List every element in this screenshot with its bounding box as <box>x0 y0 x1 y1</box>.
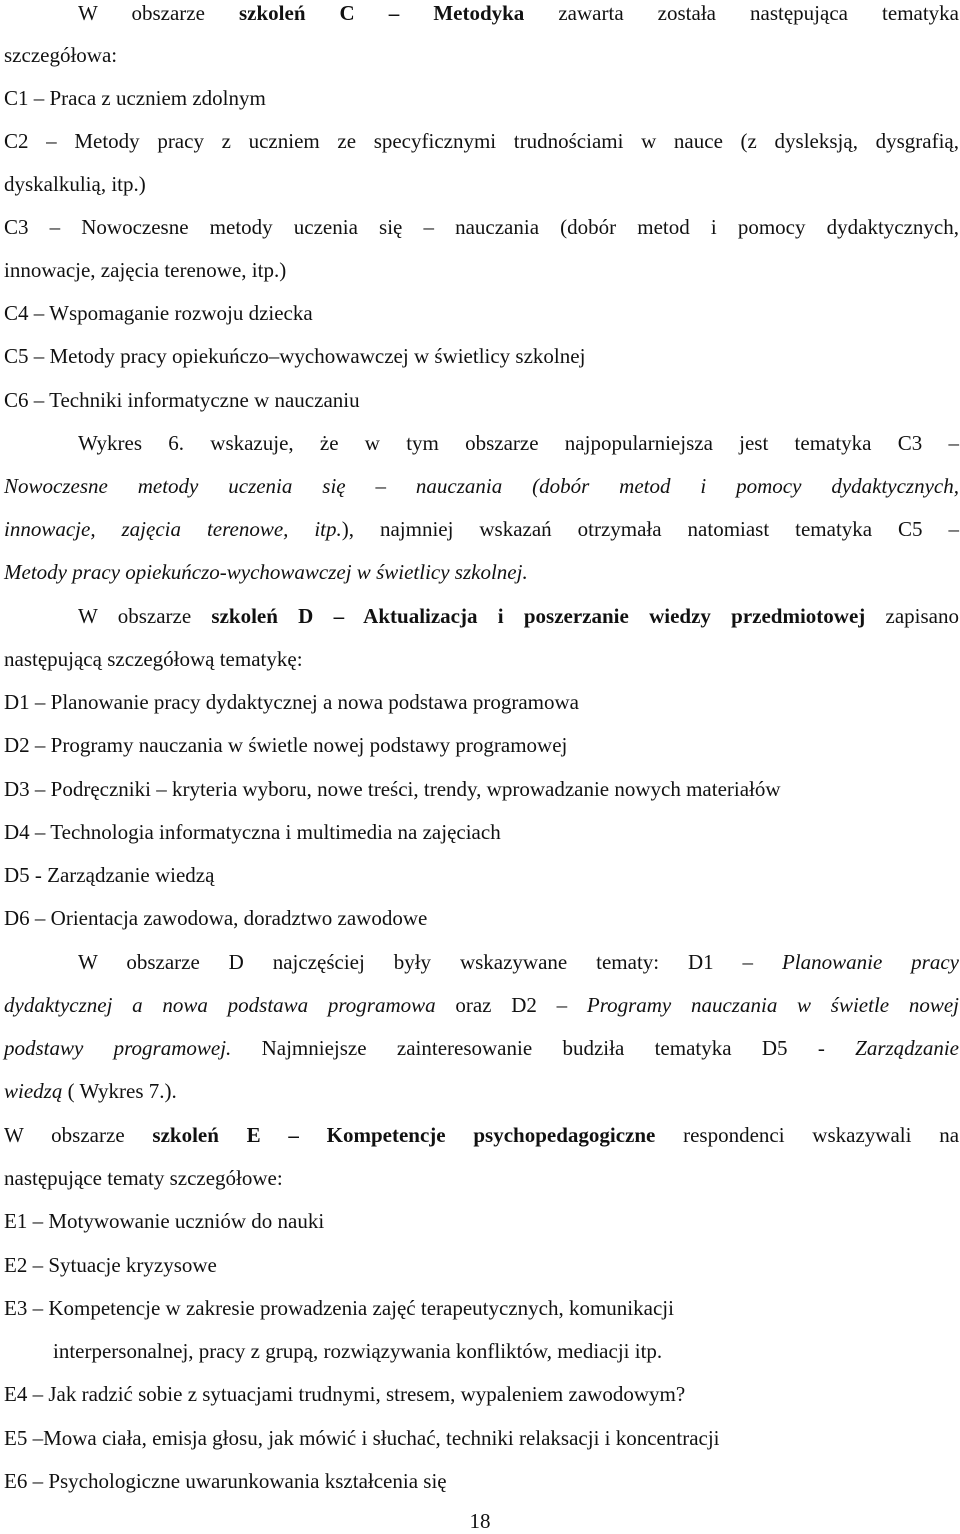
list-item-e2: E2 – Sytuacje kryzysowe <box>4 1253 217 1277</box>
text: W obszarze D najczęściej były wskazywane tematy: D1 – <box>78 950 782 974</box>
list-item-c2-line2: dyskalkulią, itp.) <box>4 172 146 196</box>
section-d-heading: szkoleń D – Aktualizacja i poszerzanie wiedzy przedmiotowej <box>211 604 866 628</box>
list-item-d1: D1 – Planowanie pracy dydaktycznej a nowa podstawa programowa <box>4 690 579 714</box>
list-item-e3-line1: E3 – Kompetencje w zakresie prowadzenia zajęć terapeutycznych, komunikacji <box>4 1296 674 1320</box>
list-item-c3-line1: C3 – Nowoczesne metody uczenia się – nauczania (dobór metod i pomocy dydaktycznych, <box>4 215 959 239</box>
section-e-heading: szkoleń E – Kompetencje psychopedagogiczne <box>152 1123 656 1147</box>
list-item-c2-line1: C2 – Metody pracy z uczniem ze specyficznymi trudnościami w nauce (z dysleksją, dysgrafią, <box>4 129 959 153</box>
text: respondenci wskazywali na <box>655 1123 960 1147</box>
list-item-e3-line2: interpersonalnej, pracy z grupą, rozwiązywania konfliktów, mediacji itp. <box>53 1339 663 1363</box>
text: Zarządzanie <box>855 1036 959 1060</box>
section-c-intro-line2: szczegółowa: <box>4 43 118 67</box>
section-d-summary-line2 <box>4 992 959 1018</box>
section-c-summary-line1: Wykres 6. wskazuje, że w tym obszarze najpopularniejsza jest tematyka C3 – <box>78 431 959 455</box>
list-item-d3: D3 – Podręczniki – kryteria wyboru, nowe treści, trendy, wprowadzanie nowych materiałów <box>4 777 781 801</box>
list-item-d2: D2 – Programy nauczania w świetle nowej podstawy programowej <box>4 733 568 757</box>
text: podstawy programowej. <box>4 1036 232 1060</box>
list-item-d5: D5 - Zarządzanie wiedzą <box>4 863 215 887</box>
list-item-c6: C6 – Techniki informatyczne w nauczaniu <box>4 388 360 412</box>
text: zawarta została następująca tematyka <box>524 1 959 25</box>
list-item-c5: C5 – Metody pracy opiekuńczo–wychowawczej w świetlicy szkolnej <box>4 344 586 368</box>
text: oraz D2 – <box>435 993 587 1017</box>
section-e-intro-line2: następujące tematy szczegółowe: <box>4 1166 283 1190</box>
text: Programy nauczania w świetle nowej <box>586 993 959 1017</box>
text: ), najmniej wskazań otrzymała natomiast tematyka C5 – <box>341 517 960 541</box>
text: zapisano <box>865 604 959 628</box>
list-item-d4: D4 – Technologia informatyczna i multimedia na zajęciach <box>4 820 501 844</box>
text: W obszarze <box>4 1123 153 1147</box>
section-c-summary-line4: Metody pracy opiekuńczo-wychowawczej w świetlicy szkolnej. <box>4 560 528 584</box>
list-item-e5: E5 –Mowa ciała, emisja głosu, jak mówić i słuchać, techniki relaksacji i koncentracji <box>4 1426 720 1450</box>
text: wiedzą <box>4 1079 63 1103</box>
section-c-intro-line1 <box>78 0 959 26</box>
text: Planowanie pracy <box>781 950 959 974</box>
section-d-summary-line1 <box>78 949 959 975</box>
section-c-heading: szkoleń C – Metodyka <box>239 1 525 25</box>
list-item-c1: C1 – Praca z uczniem zdolnym <box>4 86 266 110</box>
section-c-summary-line3 <box>4 516 959 542</box>
list-item-c4: C4 – Wspomaganie rozwoju dziecka <box>4 301 313 325</box>
page-number: 18 <box>469 1509 491 1533</box>
section-d-summary-line4 <box>4 1078 959 1104</box>
list-item-d6: D6 – Orientacja zawodowa, doradztwo zawodowe <box>4 906 428 930</box>
list-item-c3-line2: innowacje, zajęcia terenowe, itp.) <box>4 258 287 282</box>
section-d-intro-line1 <box>78 603 959 629</box>
text: Najmniejsze zainteresowanie budziła tematyka D5 - <box>231 1036 856 1060</box>
text: innowacje, zajęcia terenowe, itp. <box>4 517 342 541</box>
text: W obszarze <box>78 604 212 628</box>
section-e-intro-line1 <box>4 1122 959 1148</box>
list-item-e4: E4 – Jak radzić sobie z sytuacjami trudnymi, stresem, wypaleniem zawodowym? <box>4 1382 686 1406</box>
text: dydaktycznej a nowa podstawa programowa <box>4 993 436 1017</box>
text: ( Wykres 7.). <box>62 1079 177 1103</box>
text: W obszarze <box>78 1 239 25</box>
section-d-summary-line3 <box>4 1035 959 1061</box>
list-item-e1: E1 – Motywowanie uczniów do nauki <box>4 1209 325 1233</box>
section-c-summary-line2: Nowoczesne metody uczenia się – nauczania (dobór metod i pomocy dydaktycznych, <box>4 474 959 498</box>
section-d-intro-line2: następującą szczegółową tematykę: <box>4 647 303 671</box>
list-item-e6: E6 – Psychologiczne uwarunkowania kształcenia się <box>4 1469 447 1493</box>
